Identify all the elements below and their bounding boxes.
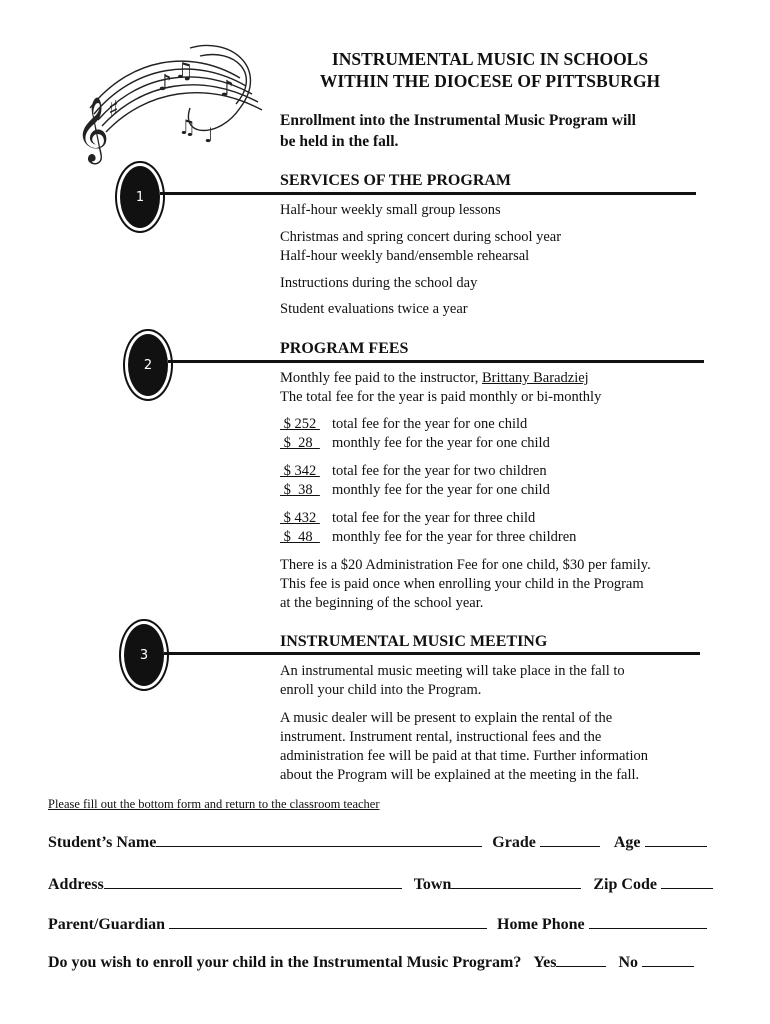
fee-row <box>280 434 550 453</box>
grade-field[interactable] <box>540 832 600 847</box>
intro-line-1: Enrollment into the Instrumental Music Program will <box>280 112 636 129</box>
fee-row <box>280 509 535 528</box>
meeting-text: A music dealer will be present to explain the rental of the <box>280 710 613 726</box>
yes-field[interactable] <box>556 952 606 967</box>
section-divider <box>164 652 700 655</box>
section-badge-2: 2 <box>128 334 168 396</box>
meeting-text: instrument. Instrument rental, instructional fees and the <box>280 729 602 745</box>
home-phone-label: Home Phone <box>497 916 585 933</box>
section-divider <box>160 192 696 195</box>
treble-clef-icon: 𝄞 <box>76 97 110 162</box>
meeting-text: administration fee will be paid at that time. Further information <box>280 748 649 764</box>
meeting-text: about the Program will be explained at the meeting in the fall. <box>280 767 640 783</box>
grade-label: Grade <box>492 834 536 851</box>
beamed-note-icon: ♫ <box>174 59 194 84</box>
service-item: Half-hour weekly band/ensemble rehearsal <box>280 248 530 264</box>
beamed-note-icon: ♫ <box>178 115 196 139</box>
fee-description: monthly fee for the year for one child <box>332 435 550 451</box>
fee-description: total fee for the year for one child <box>332 416 528 432</box>
title-line-1: INSTRUMENTAL MUSIC IN SCHOOLS <box>331 49 649 69</box>
fee-amount: $ 28 <box>280 435 320 451</box>
instructor-line <box>280 369 589 388</box>
fee-description: monthly fee for the year for one child <box>332 482 550 498</box>
admin-fee-line: at the beginning of the school year. <box>280 595 484 611</box>
service-item: Half-hour weekly small group lessons <box>280 202 501 218</box>
sharp-icon: ♯ <box>108 97 119 122</box>
address-label: Address <box>48 876 104 893</box>
eighth-note-icon: ♩ <box>204 123 214 147</box>
fee-description: monthly fee for the year for three children <box>332 529 577 545</box>
section-title-fees: PROGRAM FEES <box>280 340 409 357</box>
music-notes-illustration <box>70 38 270 178</box>
no-field[interactable] <box>642 952 694 967</box>
intro-line-2: be held in the fall. <box>280 133 399 150</box>
enroll-question: Do you wish to enroll your child in the Instrumental Music Program? <box>48 954 522 971</box>
guardian-label: Parent/Guardian <box>48 916 166 933</box>
fee-description: total fee for the year for three child <box>332 510 536 526</box>
section-title-meeting: INSTRUMENTAL MUSIC MEETING <box>280 633 548 650</box>
no-label: No <box>618 954 639 971</box>
yes-label: Yes <box>533 954 557 971</box>
fee-amount: $ 38 <box>280 482 320 498</box>
address-field[interactable] <box>104 874 402 889</box>
form-instruction: Please fill out the bottom form and return to the classroom teacher <box>48 797 380 811</box>
fee-description: total fee for the year for two children <box>332 463 547 479</box>
meeting-text: An instrumental music meeting will take place in the fall to <box>280 663 625 679</box>
age-field[interactable] <box>645 832 707 847</box>
fee-row <box>280 528 576 547</box>
section-divider <box>168 360 704 363</box>
zip-code-field[interactable] <box>661 874 713 889</box>
fee-amount: $ 252 <box>280 416 320 432</box>
form-row-guardian <box>48 914 707 934</box>
intro-text <box>280 110 700 152</box>
admin-fee-line: This fee is paid once when enrolling your child in the Program <box>280 576 644 592</box>
instructor-prefix: Monthly fee paid to the instructor, <box>280 370 482 386</box>
section-badge-3: 3 <box>124 624 164 686</box>
eighth-note-icon: ♪ <box>220 77 235 102</box>
admin-fee-line: There is a $20 Administration Fee for one child, $30 per family. <box>280 557 651 573</box>
section-title-services: SERVICES OF THE PROGRAM <box>280 172 512 189</box>
section-badge-1: 1 <box>120 166 160 228</box>
fee-row <box>280 481 550 500</box>
student-name-label: Student’s Name <box>48 834 157 851</box>
service-item: Instructions during the school day <box>280 275 478 291</box>
town-field[interactable] <box>451 874 581 889</box>
fee-amount: $ 342 <box>280 463 320 479</box>
age-label: Age <box>613 834 641 851</box>
fee-row <box>280 462 547 481</box>
home-phone-field[interactable] <box>589 914 707 929</box>
service-item: Student evaluations twice a year <box>280 301 468 317</box>
town-label: Town <box>413 876 452 893</box>
instructor-name: Brittany Baradziej <box>481 370 589 386</box>
form-row-student <box>48 832 707 852</box>
fee-amount: $ 432 <box>280 510 320 526</box>
fee-row <box>280 415 527 434</box>
form-row-enroll <box>48 952 694 972</box>
zip-code-label: Zip Code <box>593 876 657 893</box>
fee-amount: $ 48 <box>280 529 320 545</box>
page-title <box>280 48 700 92</box>
total-fee-note: The total fee for the year is paid monthly or bi-monthly <box>280 389 602 405</box>
guardian-field[interactable] <box>169 914 487 929</box>
service-item: Christmas and spring concert during school year <box>280 229 562 245</box>
student-name-field[interactable] <box>156 832 482 847</box>
meeting-text: enroll your child into the Program. <box>280 682 482 698</box>
title-line-2: WITHIN THE DIOCESE OF PITTSBURGH <box>319 71 661 91</box>
form-row-address <box>48 874 713 894</box>
eighth-note-icon: ♪ <box>158 71 173 96</box>
